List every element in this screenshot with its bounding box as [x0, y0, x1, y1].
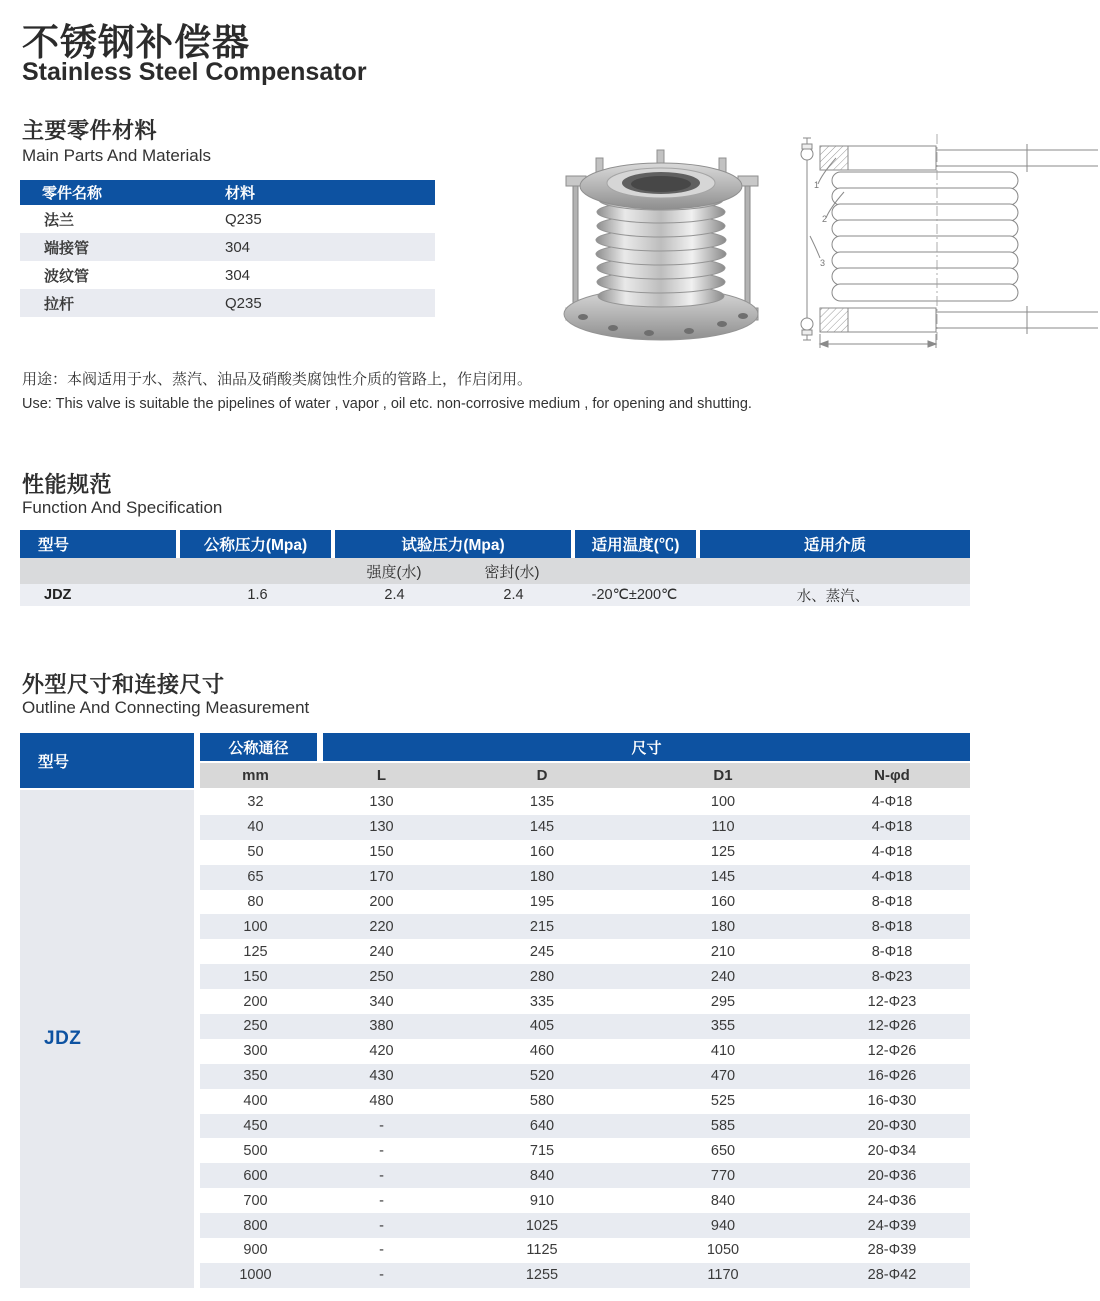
table-cell: 1050 [706, 1242, 740, 1259]
table-cell: 12-Φ26 [867, 1018, 917, 1035]
table-cell: 580 [529, 1093, 555, 1110]
table-cell: 160 [529, 844, 555, 861]
table-cell: - [379, 1118, 384, 1135]
table-cell: 405 [529, 1018, 555, 1035]
column-header-L: L [376, 767, 387, 784]
dimensions-data-columns [200, 733, 970, 1288]
table-cell: - [379, 1142, 384, 1159]
table-cell: 220 [369, 918, 394, 935]
table-cell: 12-Φ23 [867, 993, 917, 1010]
table-cell: 410 [710, 1043, 736, 1060]
table-cell: 16-Φ26 [867, 1068, 917, 1085]
table-cell: 470 [710, 1068, 736, 1085]
product-photo [553, 136, 771, 352]
table-row [20, 261, 435, 289]
table-cell: 940 [710, 1217, 736, 1234]
table-cell: - [379, 1217, 384, 1234]
table-cell: 8-Φ23 [871, 968, 913, 985]
table-row [200, 1138, 970, 1163]
table-cell: 300 [243, 1043, 268, 1060]
table-cell: 4-Φ18 [871, 794, 913, 811]
table-cell: 24-Φ39 [867, 1217, 917, 1234]
table-cell: - [379, 1267, 384, 1284]
column-header-N-phi-d: N-φd [874, 767, 910, 784]
drawing-callout-3: 3 [820, 258, 826, 268]
table-row [200, 939, 970, 964]
table-cell: 150 [369, 844, 394, 861]
technical-drawing [792, 126, 1100, 354]
column-header-temperature: 适用温度(℃) [575, 530, 696, 558]
compensator-section-drawing [792, 126, 1100, 354]
table-cell: 20-Φ34 [867, 1142, 917, 1159]
table-cell: 195 [529, 894, 555, 910]
table-cell: 770 [710, 1167, 736, 1184]
table-cell: 1255 [525, 1267, 559, 1284]
table-cell: 200 [243, 993, 268, 1010]
table-row [200, 1014, 970, 1039]
table-cell: 840 [529, 1167, 555, 1184]
table-row [200, 989, 970, 1014]
column-header-model: 型号 [20, 733, 194, 788]
dimensions-header-row-1 [200, 733, 970, 761]
table-cell: 450 [243, 1118, 268, 1135]
table-cell: 65 [247, 869, 264, 886]
table-row [200, 1213, 970, 1238]
column-header-material: 材料 [225, 185, 256, 202]
table-cell: 715 [529, 1142, 555, 1159]
table-cell: 295 [710, 993, 736, 1010]
table-row [200, 1114, 970, 1139]
table-row [20, 233, 435, 261]
table-cell: 160 [710, 894, 736, 910]
column-header-D1: D1 [713, 767, 733, 784]
table-cell: 180 [529, 869, 555, 886]
table-cell: 100 [710, 794, 736, 811]
table-row [200, 1039, 970, 1064]
spec-table-subheader [20, 558, 970, 584]
column-header-size: 尺寸 [323, 733, 970, 761]
strength-pressure-cell: 2.4 [384, 587, 405, 603]
table-cell: 28-Φ39 [867, 1242, 917, 1259]
page-title-zh: 不锈钢补偿器 [22, 22, 250, 63]
table-cell: 250 [243, 1018, 268, 1035]
table-row [200, 1163, 970, 1188]
table-cell: 240 [369, 943, 394, 960]
table-cell: 210 [710, 943, 736, 960]
table-cell: 150 [243, 968, 268, 985]
dimensions-header-row-2 [200, 763, 970, 788]
table-cell: 1025 [525, 1217, 559, 1234]
table-row [200, 865, 970, 890]
table-cell: 245 [529, 943, 555, 960]
table-cell: 8-Φ18 [871, 894, 913, 910]
table-cell: 400 [243, 1093, 268, 1110]
table-cell: 4-Φ18 [871, 869, 913, 886]
table-cell: - [379, 1167, 384, 1184]
usage-note-zh: 用途：本阀适用于水、蒸汽、油品及硝酸类腐蚀性介质的管路上，作启闭用。 [22, 371, 533, 388]
table-cell: 215 [529, 918, 555, 935]
table-cell: 50 [247, 844, 264, 861]
table-cell: 28-Φ42 [867, 1267, 917, 1284]
section-heading-spec-zh: 性能规范 [22, 472, 113, 497]
table-cell: 20-Φ30 [867, 1118, 917, 1135]
compensator-photo-illustration [553, 136, 771, 352]
table-cell: - [379, 1192, 384, 1209]
table-cell: 480 [369, 1093, 394, 1110]
table-cell: 8-Φ18 [871, 918, 913, 935]
table-cell: 16-Φ30 [867, 1093, 917, 1110]
table-cell: 430 [369, 1068, 394, 1085]
table-row [200, 1089, 970, 1114]
material-cell: 304 [225, 266, 251, 284]
table-cell: 4-Φ18 [871, 819, 913, 836]
table-cell: 125 [710, 844, 736, 861]
part-name-cell: 法兰 [44, 211, 75, 229]
table-cell: 640 [529, 1118, 555, 1135]
table-cell: 650 [710, 1142, 736, 1159]
column-header-test-pressure: 试验压力(Mpa) [335, 530, 571, 558]
table-cell: 170 [369, 869, 394, 886]
table-cell: 525 [710, 1093, 736, 1110]
table-cell: 40 [247, 819, 264, 836]
table-row [200, 1064, 970, 1089]
section-heading-dims-en: Outline And Connecting Measurement [22, 698, 310, 717]
table-row [200, 1263, 970, 1288]
table-cell: 12-Φ26 [867, 1043, 917, 1060]
table-cell: 250 [369, 968, 394, 985]
model-cell: JDZ [20, 790, 194, 1288]
temperature-cell: -20℃±200℃ [591, 587, 678, 603]
table-row [200, 890, 970, 915]
table-row [200, 790, 970, 815]
column-header-model: 型号 [20, 530, 176, 558]
table-cell: 145 [529, 819, 555, 836]
table-cell: 130 [369, 819, 394, 836]
table-cell: 420 [369, 1043, 394, 1060]
section-heading-spec-en: Function And Specification [22, 498, 223, 517]
seal-pressure-cell: 2.4 [503, 587, 524, 603]
table-cell: 80 [247, 894, 264, 910]
table-cell: 240 [710, 968, 736, 985]
dimensions-table [20, 733, 970, 1288]
table-cell: 110 [711, 819, 735, 836]
table-row [20, 584, 970, 606]
table-cell: 335 [529, 993, 555, 1010]
column-header-medium: 适用介质 [700, 530, 970, 558]
column-header-D: D [536, 767, 548, 784]
column-header-nominal-diameter: 公称通径 [200, 733, 317, 761]
usage-note-en: Use: This valve is suitable the pipelines of water , vapor , oil etc. non-corrosive medium , for opening and shutting. [22, 396, 752, 412]
table-cell: 180 [710, 918, 736, 935]
table-cell: 840 [710, 1192, 736, 1209]
table-cell: 130 [369, 794, 394, 811]
table-cell: 1170 [707, 1267, 739, 1284]
column-header-part-name: 零件名称 [42, 185, 103, 202]
table-cell: 1125 [526, 1242, 558, 1259]
table-cell: 100 [243, 918, 268, 935]
table-cell: 585 [710, 1118, 736, 1135]
table-cell: 910 [529, 1192, 555, 1209]
table-cell: 380 [369, 1018, 394, 1035]
table-row [20, 289, 435, 317]
table-row [200, 914, 970, 939]
part-name-cell: 波纹管 [44, 267, 90, 285]
table-cell: 340 [369, 993, 394, 1010]
spec-table-header [20, 530, 970, 558]
table-row [20, 205, 435, 233]
drawing-callout-2: 2 [822, 214, 828, 224]
table-row [200, 964, 970, 989]
table-cell: 8-Φ18 [871, 943, 913, 960]
page-title-en: Stainless Steel Compensator [22, 58, 367, 86]
table-cell: 20-Φ36 [867, 1167, 917, 1184]
column-header-mm: mm [242, 767, 269, 784]
section-heading-parts-en: Main Parts And Materials [22, 146, 211, 165]
material-cell: Q235 [225, 210, 262, 228]
table-cell: 145 [710, 869, 736, 886]
table-cell: 500 [243, 1142, 268, 1159]
table-cell: 350 [243, 1068, 268, 1085]
table-row [200, 815, 970, 840]
table-cell: 460 [529, 1043, 555, 1060]
dims-table-body [200, 790, 970, 1288]
material-cell: Q235 [225, 294, 262, 312]
table-row [200, 840, 970, 865]
table-cell: 24-Φ36 [867, 1192, 917, 1209]
subcolumn-seal-water: 密封(水) [484, 563, 540, 581]
table-row [200, 1238, 970, 1263]
table-cell: 200 [369, 894, 394, 910]
model-cell: JDZ [44, 587, 72, 603]
part-name-cell: 拉杆 [44, 295, 75, 313]
drawing-callout-1: 1 [814, 180, 820, 190]
part-name-cell: 端接管 [44, 239, 90, 257]
table-cell: 600 [243, 1167, 268, 1184]
table-cell: 32 [247, 794, 264, 811]
table-cell: 4-Φ18 [871, 844, 913, 861]
material-cell: 304 [225, 238, 251, 256]
table-cell: 125 [243, 943, 268, 960]
section-heading-dims-zh: 外型尺寸和连接尺寸 [22, 672, 225, 697]
table-cell: 135 [529, 794, 555, 811]
medium-cell: 水、蒸汽、 [796, 588, 870, 605]
table-cell: 280 [529, 968, 555, 985]
table-cell: 800 [243, 1217, 268, 1234]
materials-table [20, 180, 435, 317]
table-cell: 900 [243, 1242, 268, 1259]
table-cell: 1000 [239, 1267, 272, 1284]
table-row [200, 1188, 970, 1213]
table-cell: 700 [243, 1192, 268, 1209]
subcolumn-strength-water: 强度(水) [366, 563, 422, 581]
table-cell: - [379, 1242, 384, 1259]
model-column [20, 733, 194, 1288]
nominal-pressure-cell: 1.6 [247, 587, 268, 603]
section-heading-parts-zh: 主要零件材料 [22, 118, 158, 143]
table-cell: 520 [529, 1068, 555, 1085]
materials-table-header [20, 180, 435, 205]
spec-table [20, 530, 970, 606]
column-header-nominal-pressure: 公称压力(Mpa) [180, 530, 331, 558]
table-cell: 355 [710, 1018, 736, 1035]
